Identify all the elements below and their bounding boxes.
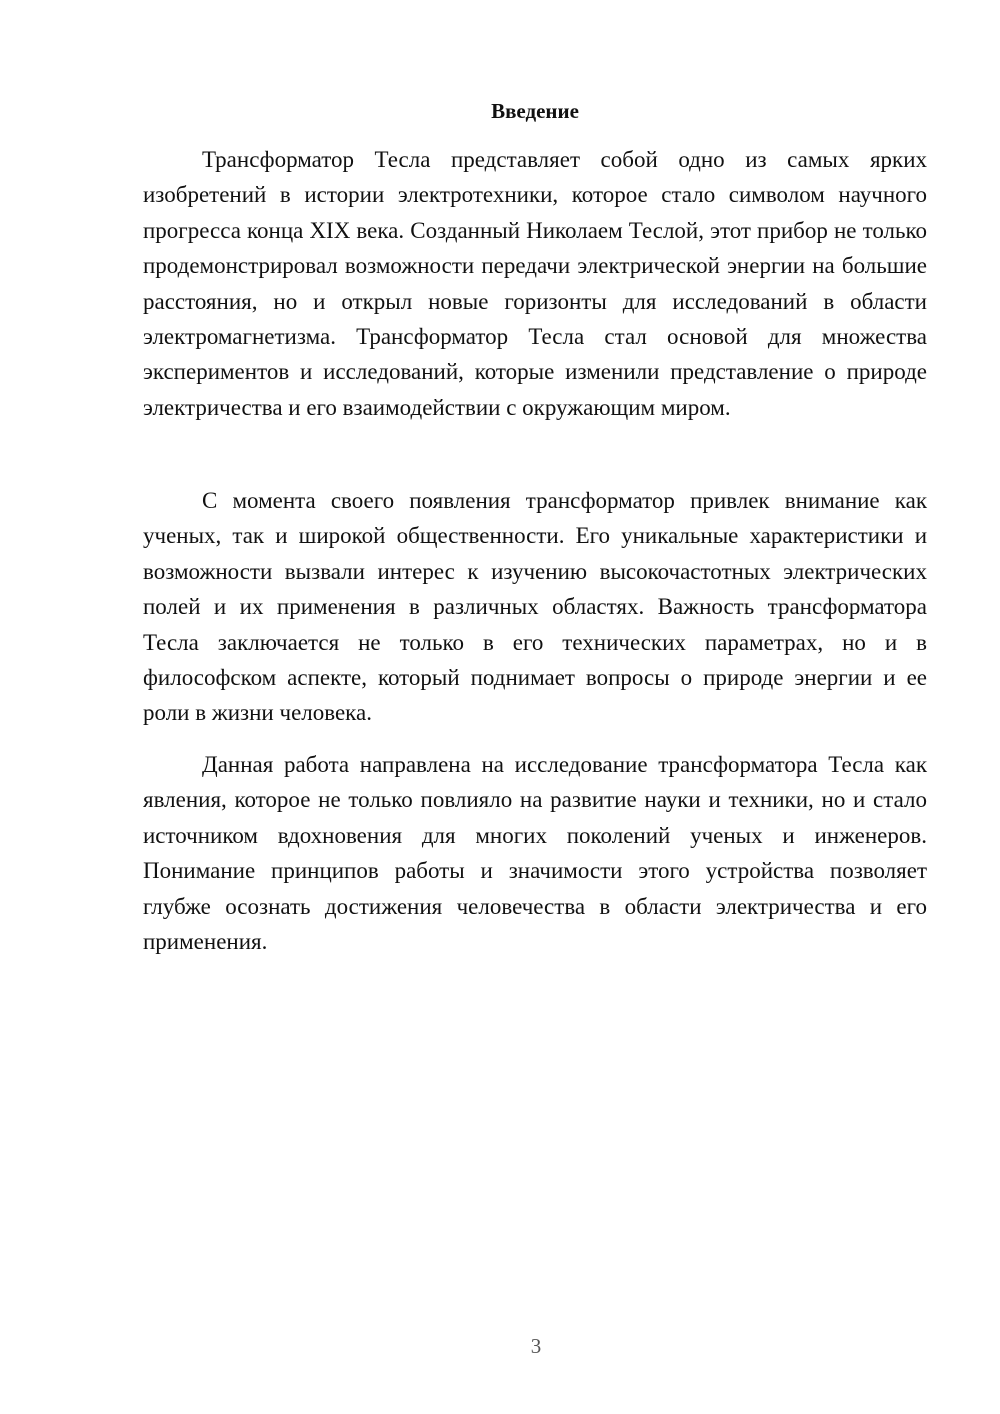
paragraph-3: Данная работа направлена на исследование трансформатора Тесла как явления, которое не только повлияло на развитие науки и техники, но и стало источником вдохновения для многих поколений ученых и инженеров. Понимание принципов работы и значимости этого устройства позволяет глубже осознать достижения человечества в области электричества и его применения. bbox=[143, 752, 927, 955]
page-number: 3 bbox=[530, 1334, 542, 1358]
paragraph-2: С момента своего появления трансформатор привлек внимание как ученых, так и широкой общественности. Его уникальные характеристики и возможности вызвали интерес к изучению высокочастотных электрических полей и их применения в различных областях. Важность трансформатора Тесла заключается не только в его технических параметрах, но и в философском аспекте, который поднимает вопросы о природе энергии и ее роли в жизни человека. bbox=[143, 488, 927, 726]
paragraph-1: Трансформатор Тесла представляет собой одно из самых ярких изобретений в истории электротехники, которое стало символом научного прогресса конца XIX века. Созданный Николаем Теслой, этот прибор не только продемонстрировал возможности передачи электрической энергии на большие расстояния, но и открыл новые горизонты для исследований в области электромагнетизма. Трансформатор Тесла стал основой для множества экспериментов и исследований, которые изменили представление о природе электричества и его взаимодействии с окружающим миром. bbox=[143, 147, 927, 420]
section-title: Введение bbox=[491, 99, 579, 123]
